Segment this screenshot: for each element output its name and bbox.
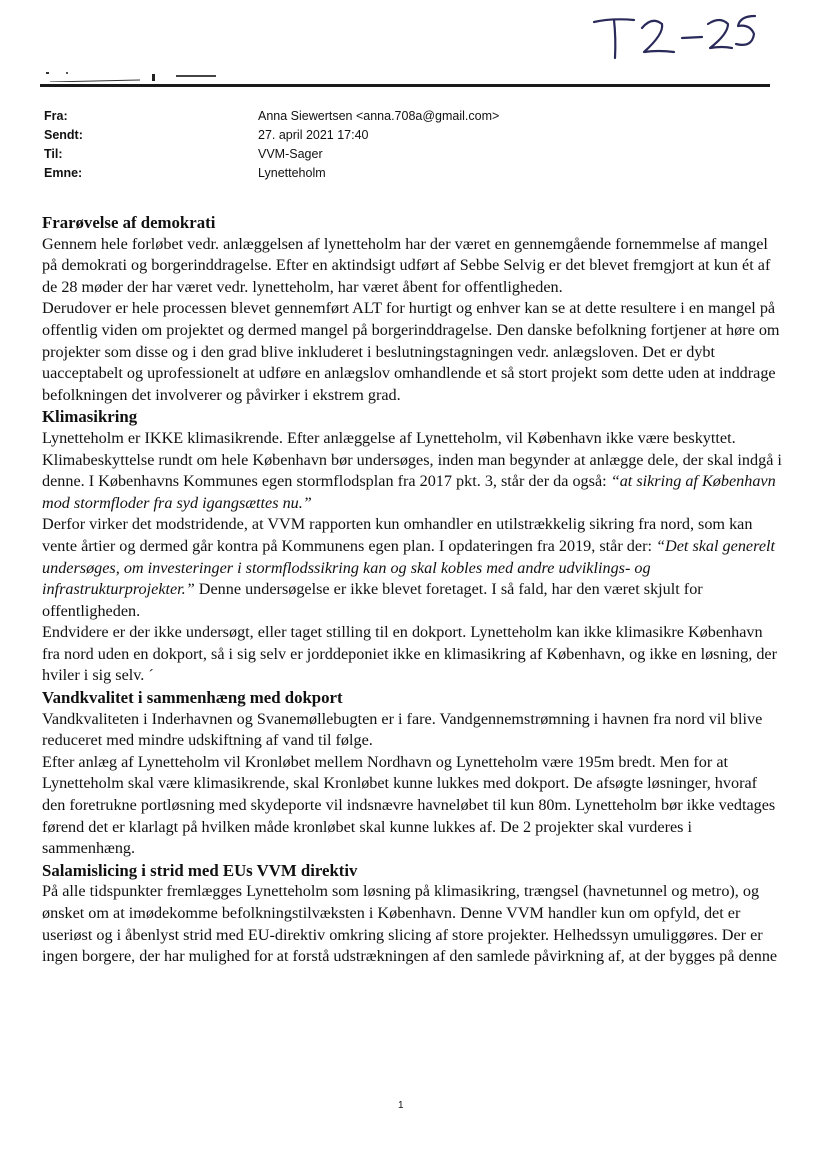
section-heading-salami: Salamislicing i strid med EUs VVM direktiv — [42, 860, 358, 880]
paragraph: Efter anlæg af Lynetteholm vil Kronløbet mellem Nordhavn og Lynetteholm være 195m bredt. Men for at Lynetteholm skal være klimasikrende, skal Kronløbet kunne lukkes med dokport. De afsøgte løsninger, hvoraf den foretrukne portløsning med skydeporte vil indsnævre havneløbet til kun 80m. Lynetteholm bør ikke vedtages førend det er klarlagt på hvilken måde kronløbet skal kunne lukkes af. De 2 projekter skal vurderes i sammenhæng. — [42, 752, 776, 858]
header-value-sent: 27. april 2021 17:40 — [258, 128, 369, 142]
paragraph-text: Denne undersøgelse er ikke blevet foretaget. I så fald, har den været skjult for offentligheden. — [42, 580, 703, 620]
section-heading-water: Vandkvalitet i sammenhæng med dokport — [42, 688, 343, 708]
header-row-subject — [44, 164, 499, 183]
handwritten-stamp — [590, 4, 760, 64]
header-label: Sendt: — [44, 128, 83, 142]
letter-body — [42, 212, 782, 968]
header-value-to: VVM-Sager — [258, 147, 323, 161]
section-heading-democracy: Frarøvelse af demokrati — [42, 213, 216, 232]
header-row-to — [44, 145, 499, 164]
page-number: 1 — [398, 1100, 404, 1111]
header-value-subject: Lynetteholm — [258, 166, 326, 180]
header-label: Emne: — [44, 166, 83, 180]
paragraph: Derudover er hele processen blevet gennemført ALT for hurtigt og enhver kan se at dette resultere i en mangel på offentlig viden om projektet og dermed mangel på borgerinddragelse. Den danske befolkning fortjener at høre om projekter som disse og i den grad blive inkluderet i beslutningstagningen vedr. anlægsloven. Det er dybt uacceptabelt og uprofessionelt at udføre en anlægslov omhandlende et så stort projekt som dette uden at inddrage befolkningen det involverer og påvirker i ekstrem grad. — [42, 299, 780, 404]
paragraph — [42, 450, 782, 515]
paragraph: Endvidere er der ikke undersøgt, eller taget stilling til en dokport. Lynetteholm kan ikke klimasikre København fra nord uden en dokport, så i sig selv er jorddeponiet ikke en klimasikring af København, og ikke en løsning, der hviler i sig selv. ´ — [42, 623, 778, 685]
header-row-sent — [44, 126, 499, 145]
email-header — [44, 107, 499, 183]
paragraph — [42, 514, 782, 622]
header-value-from: Anna Siewertsen <anna.708a@gmail.com> — [258, 109, 500, 123]
header-separator — [40, 84, 770, 87]
section-heading-climate: Klimasikring — [42, 407, 138, 427]
header-label: Fra: — [44, 109, 68, 123]
paragraph: På alle tidspunkter fremlægges Lynetteholm som løsning på klimasikring, trængsel (havnetunnel og metro), og ønsket om at imødekomme befolkningstilvæksten i København. Denne VVM handler kun om opfyld, det er useriøst og i åbenlyst strid med EU-direktiv omkring slicing af store projekter. Helhedssyn umuliggøres. Der er ingen borgere, der har mulighed for at forstå udstrækningen af den samlede påvirkning af, at der bygges på denne — [42, 882, 778, 966]
paragraph: Vandkvaliteten i Inderhavnen og Svanemøllebugten er i fare. Vandgennemstrømning i havnen fra nord vil blive reduceret med mindre udskiftning af vand til følge. — [42, 709, 763, 750]
paragraph-text: Klimabeskyttelse rundt om hele København bør undersøges, inden man begynder at anlægge dele, der skal indgå i denne. I Københavns Kommunes egen stormflodsplan fra 2017 pkt. 3, står der da også: — [42, 450, 782, 491]
quote: “Det skal generelt undersøges, om investeringer i stormflodssikring kan og skal kobles med andre udviklings- og infrastrukturprojekter.” — [42, 536, 775, 599]
paragraph: Gennem hele forløbet vedr. anlæggelsen af lynetteholm har der været en gennemgående fornemmelse af mangel på demokrati og borgerinddragelse. Efter en aktindsigt udført af Sebbe Selvig er det blevet fremgjort at kun ét af de 28 møder der har været vedr. lynetteholm, har været åbent for offentligheden. — [42, 234, 771, 296]
header-row-from — [44, 107, 499, 126]
paragraph-text: Derfor virker det modstridende, at VVM rapporten kun omhandler en utilstrækkelig sikring fra nord, som kan vente årtier og dermed går kontra på Kommunens egen plan. I opdateringen fra 2019, står der: — [42, 515, 753, 555]
quote: “at sikring af København mod stormfloder fra syd igangsættes nu.” — [42, 472, 776, 512]
scan-artifact-marks — [40, 70, 240, 82]
paragraph: Lynetteholm er IKKE klimasikrende. Efter anlæggelse af Lynetteholm, vil København ikke være beskyttet. — [42, 428, 736, 447]
header-label: Til: — [44, 147, 63, 161]
